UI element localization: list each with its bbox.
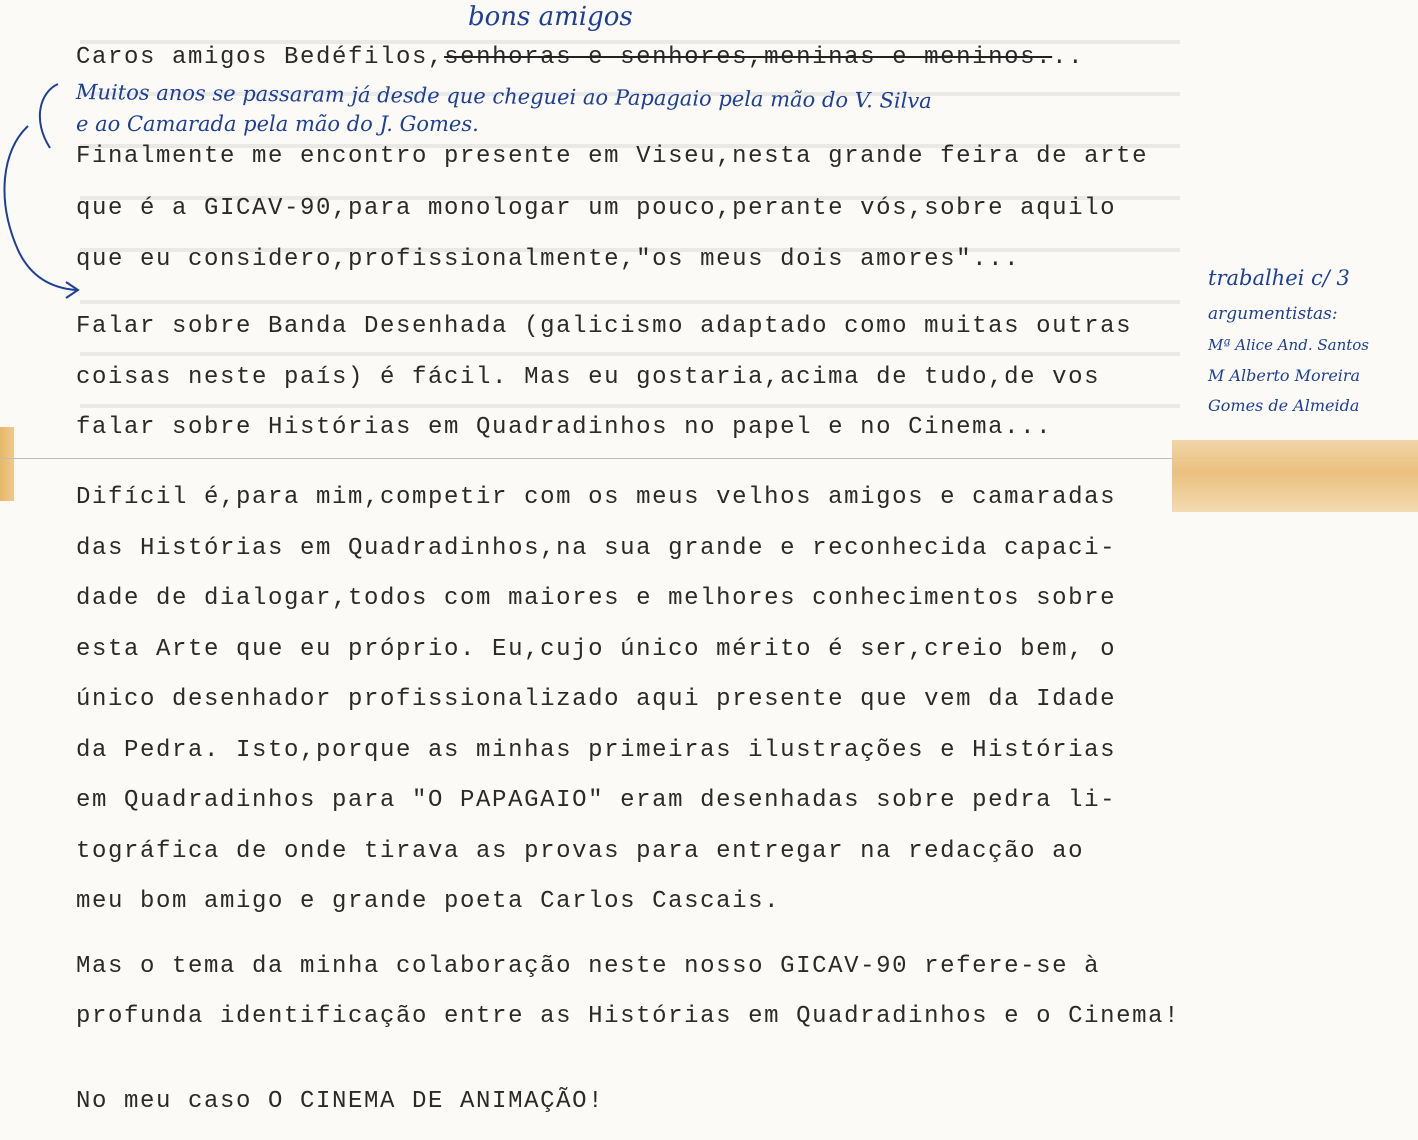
right-note-2: argumentistas: [1208, 304, 1338, 324]
para3-line-3: dade de dialogar,todos com maiores e melhores conhecimentos sobre [76, 585, 1117, 612]
greeting: Caros amigos Bedéfilos, [76, 44, 445, 71]
greeting-struck: senhoras e senhores,meninas e meninos. [444, 44, 1053, 71]
para1-line-1: Finalmente me encontro presente em Viseu,nesta grande feira de arte [76, 143, 1149, 170]
right-note-5: Gomes de Almeida [1208, 396, 1360, 415]
para2-line-1: Falar sobre Banda Desenhada (galicismo adaptado como muitas outras [76, 313, 1133, 340]
handwritten-note-2: e ao Camarada pela mão do J. Gomes. [76, 112, 479, 136]
right-note-4: M Alberto Moreira [1208, 366, 1361, 385]
para3-line-1: Difícil é,para mim,competir com os meus velhos amigos e camaradas [76, 484, 1117, 511]
para4-line-2: profunda identificação entre as Histórias em Quadradinhos e o Cinema! [76, 1003, 1181, 1030]
para1-line-2: que é a GICAV-90,para monologar um pouco,perante vós,sobre aquilo [76, 195, 1117, 222]
greeting-line [76, 44, 1084, 71]
para3-line-9: meu bom amigo e grande poeta Carlos Cascais. [76, 888, 781, 915]
adhesive-tape-left [0, 427, 14, 501]
para1-line-3: que eu considero,profissionalmente,"os meus dois amores"... [76, 246, 1021, 273]
handwritten-insert: bons amigos [468, 2, 633, 32]
handwritten-note-1: Muitos anos se passaram já desde que cheguei ao Papagaio pela mão do V. Silva [75, 80, 932, 113]
right-note-1: trabalhei c/ 3 [1208, 266, 1350, 290]
para5-line-1: No meu caso O CINEMA DE ANIMAÇÃO! [76, 1088, 605, 1115]
para2-line-3: falar sobre Histórias em Quadradinhos no papel e no Cinema... [76, 414, 1053, 441]
para2-line-2: coisas neste país) é fácil. Mas eu gostaria,acima de tudo,de vos [76, 364, 1101, 391]
adhesive-tape-right [1172, 440, 1418, 512]
para3-line-4: esta Arte que eu próprio. Eu,cujo único mérito é ser,creio bem, o [76, 636, 1117, 663]
para3-line-6: da Pedra. Isto,porque as minhas primeiras ilustrações e Histórias [76, 737, 1117, 764]
greeting-end: .. [1052, 44, 1085, 71]
para3-line-5: único desenhador profissionalizado aqui presente que vem da Idade [76, 686, 1117, 713]
para3-line-8: tográfica de onde tirava as provas para entregar na redacção ao [76, 838, 1085, 865]
para3-line-2: das Histórias em Quadradinhos,na sua grande e reconhecida capaci- [76, 535, 1117, 562]
para3-line-7: em Quadradinhos para "O PAPAGAIO" eram desenhadas sobre pedra li- [76, 787, 1117, 814]
right-note-3: Mª Alice And. Santos [1208, 336, 1369, 354]
para4-line-1: Mas o tema da minha colaboração neste nosso GICAV-90 refere-se à [76, 953, 1101, 980]
